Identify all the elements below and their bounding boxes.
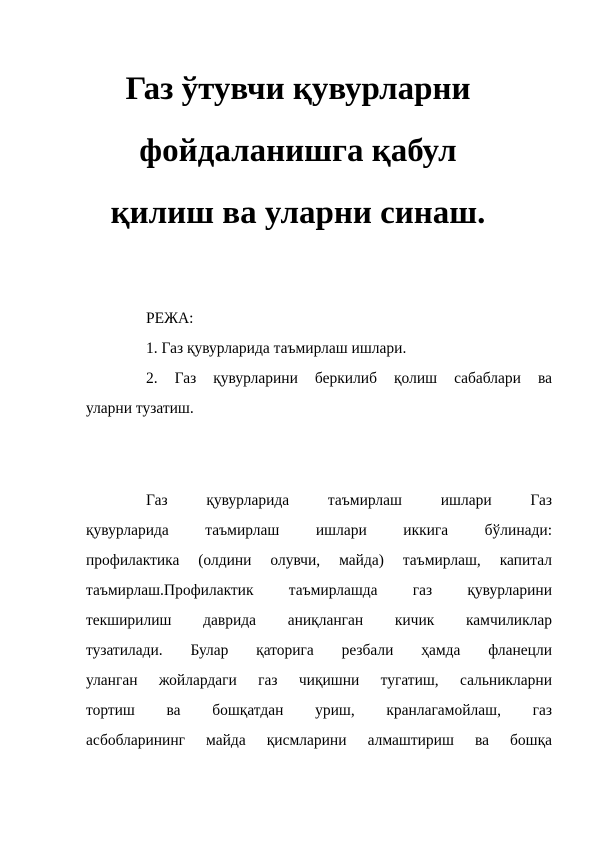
body-line: уланган жойлардаги газ чиқишни тугатиш, сальникларни xyxy=(86,672,552,689)
plan-section xyxy=(86,304,552,424)
title-line-2: фойдаланишга қабул xyxy=(139,133,457,169)
body-line: таъмирлаш.Профилактик таъмирлашда газ қувурларини xyxy=(86,582,552,599)
body-line: қувурларида таъмирлаш ишлари иккига бўлинади: xyxy=(86,522,552,539)
body-paragraph xyxy=(86,486,552,756)
plan-heading: РЕЖА: xyxy=(146,310,194,327)
body-line: тортиш ва бошқатдан уриш, кранлагамойлаш, газ xyxy=(86,702,552,719)
body-line: профилактика (олдини олувчи, майда) таъмирлаш, капитал xyxy=(86,552,552,569)
body-line: тузатилади. Булар қаторига резбали ҳамда фланецли xyxy=(86,642,552,659)
document-title xyxy=(60,58,536,244)
title-line-1: Газ ўтувчи қувурларни xyxy=(125,71,471,107)
body-line: текширилиш даврида аниқланган кичик камчиликлар xyxy=(86,612,552,629)
plan-item-2-line-2: уларни тузатиш. xyxy=(86,400,194,417)
body-line: Газ қувурларида таъмирлаш ишлари Газ xyxy=(146,492,552,509)
plan-item-2-line-1: 2. Газ қувурларини беркилиб қолиш сабаблари ва xyxy=(146,370,552,387)
body-line: асбобларининг майда қисмларини алмаштириш ва бошқа xyxy=(86,732,552,749)
plan-item-1: 1. Газ қувурларида таъмирлаш ишлари. xyxy=(146,340,407,357)
title-line-3: қилиш ва уларни синаш. xyxy=(110,195,486,231)
